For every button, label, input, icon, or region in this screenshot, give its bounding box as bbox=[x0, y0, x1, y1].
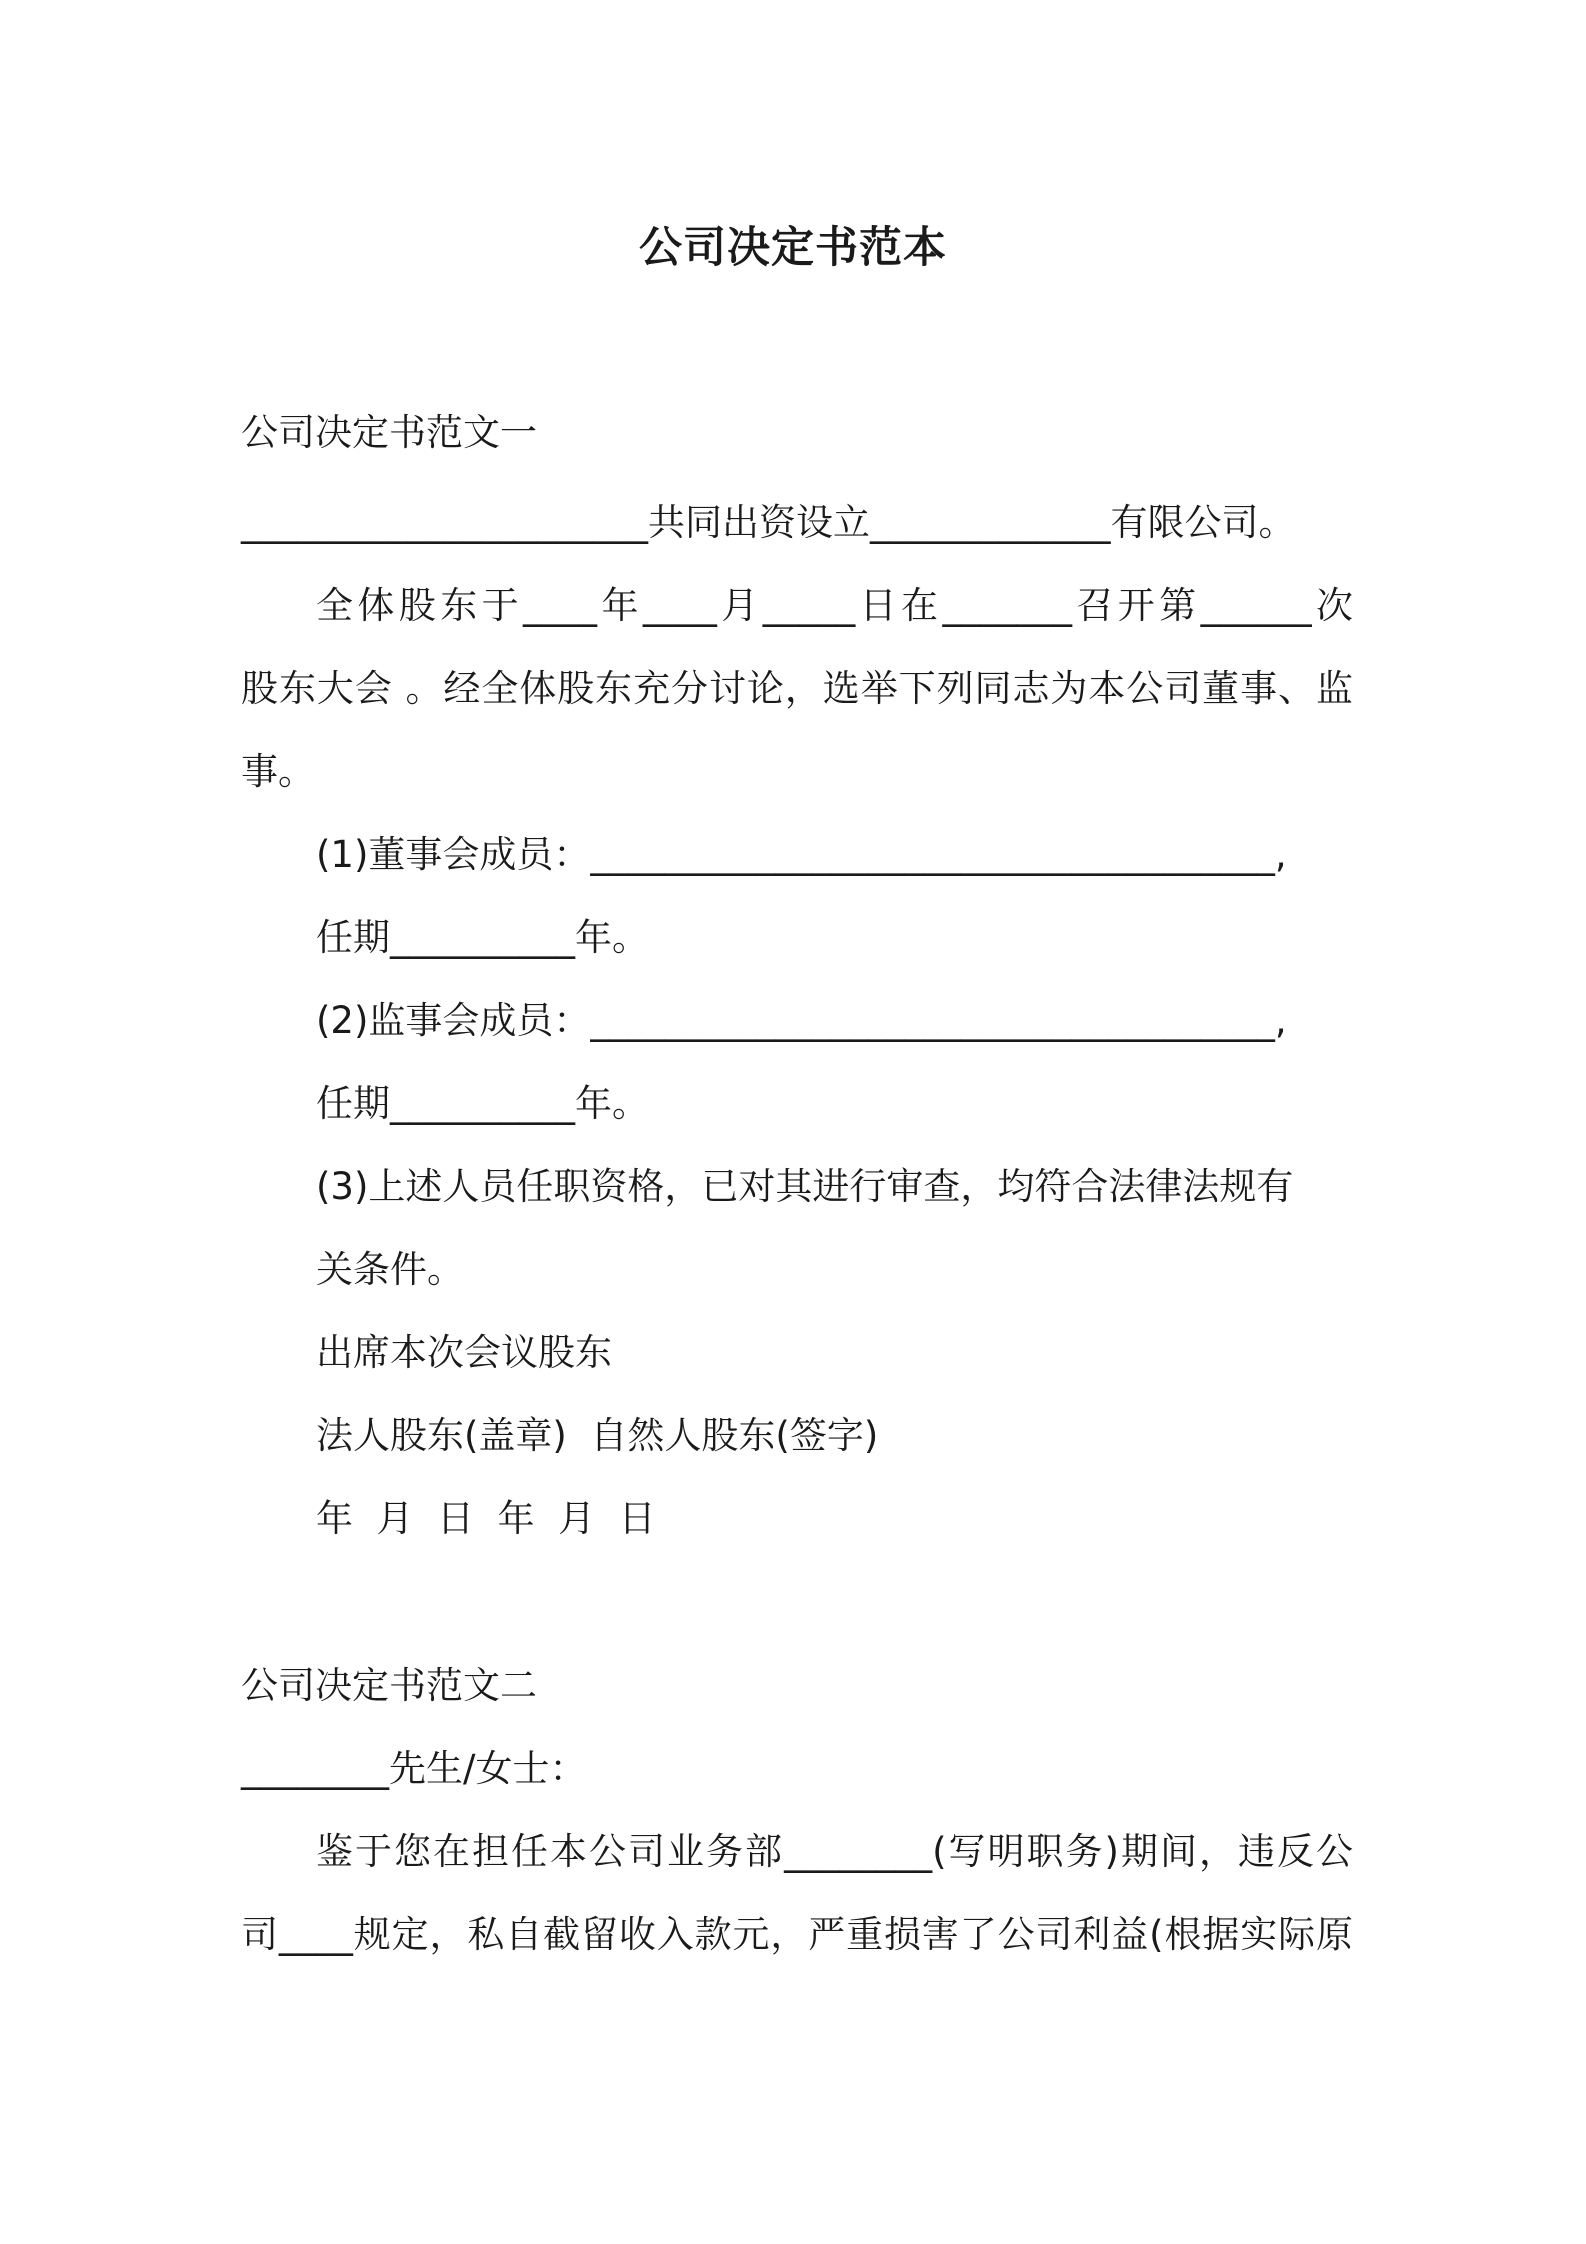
section1-item2-line2: 任期__________年。 bbox=[316, 1082, 649, 1125]
section1-signatures: 法人股东(盖章) 自然人股东(签字) bbox=[316, 1414, 879, 1457]
section1-item3-line1: (3)上述人员任职资格，已对其进行审查，均符合法律法规有 bbox=[316, 1165, 1294, 1208]
section1-para1-line2: 股东大会 。经全体股东充分讨论，选举下列同志为本公司董事、监 bbox=[241, 667, 1353, 710]
section1-dates: 年 月 日 年 月 日 bbox=[316, 1497, 656, 1540]
document-title: 公司决定书范本 bbox=[639, 223, 947, 273]
section1-para1-line1: 全体股东于____年____月_____日在_______召开第______次 bbox=[316, 584, 1353, 627]
section1-line1: ______________________共同出资设立_____________有限公司。 bbox=[241, 501, 1296, 544]
section1-heading: 公司决定书范文一 bbox=[241, 411, 537, 454]
section1-para1-line3: 事。 bbox=[241, 750, 315, 793]
section2-heading: 公司决定书范文二 bbox=[241, 1664, 537, 1707]
section1-item1-line1: (1)董事会成员：_____________________________________, bbox=[316, 833, 1287, 876]
section1-item1-line2: 任期__________年。 bbox=[316, 916, 649, 959]
section2-para1-line1: 鉴于您在担任本公司业务部________(写明职务)期间，违反公 bbox=[316, 1830, 1353, 1873]
section1-item2-line1: (2)监事会成员：_____________________________________, bbox=[316, 999, 1287, 1042]
section2-salutation: ________先生/女士： bbox=[241, 1747, 587, 1790]
section1-attendees: 出席本次会议股东 bbox=[316, 1331, 612, 1374]
section1-item3-line2: 关条件。 bbox=[316, 1248, 464, 1291]
section2-para1-line2: 司____规定，私自截留收入款元，严重损害了公司利益(根据实际原 bbox=[241, 1913, 1353, 1956]
